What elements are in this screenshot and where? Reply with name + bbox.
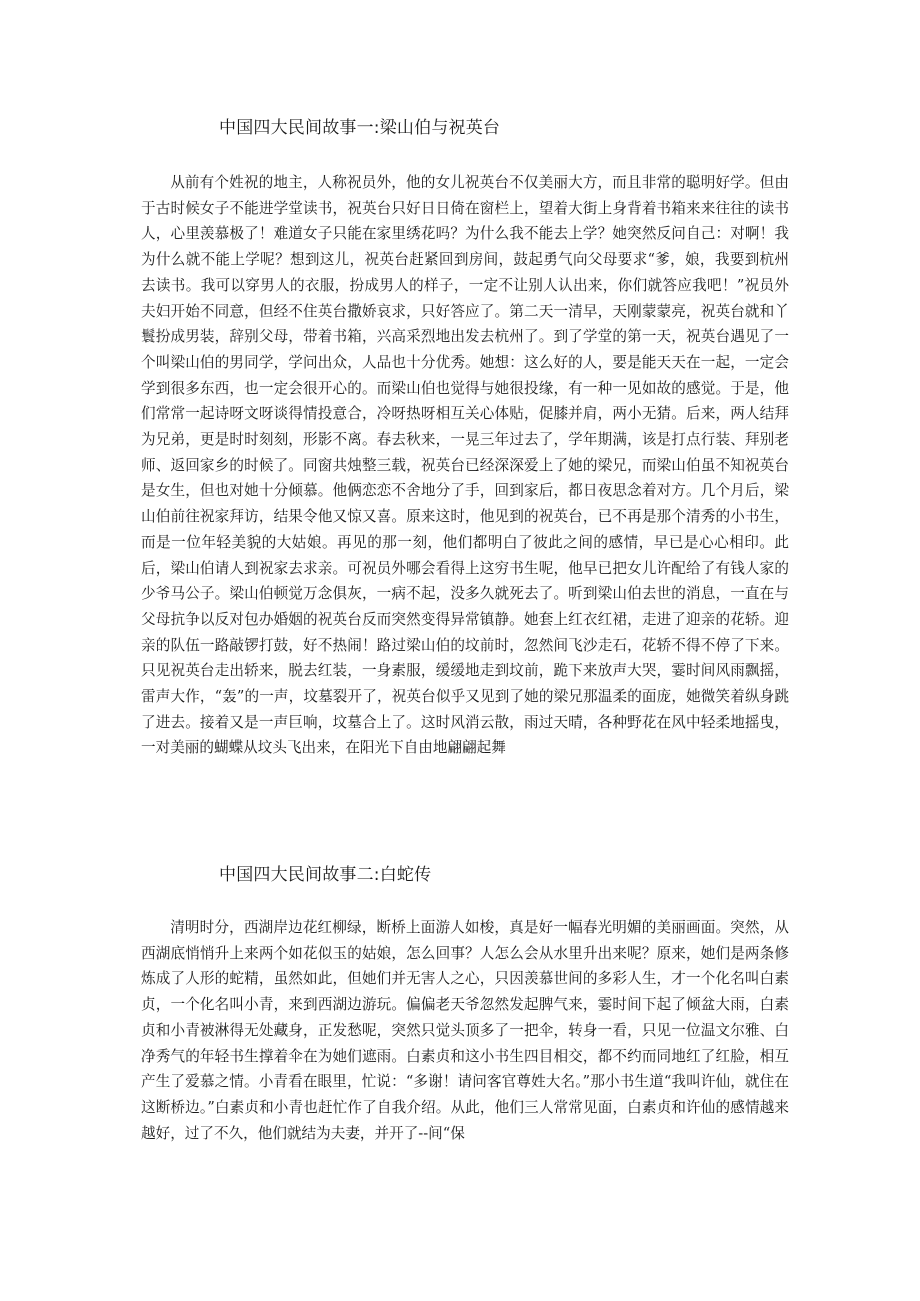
story1-title: 中国四大民间故事一:梁山伯与祝英台 — [219, 118, 501, 138]
story1-body: 从前有个姓祝的地主，人称祝员外，他的女儿祝英台不仅美丽大方，而且非常的聪明好学。但由于古时候女子不能进学堂读书，祝英台只好日日倚在窗栏上，望着大街上身背着书箱来来往往的读书人，心里羡慕极了！难道女子只能在家里绣花吗？为什么我不能去上学？她突然反问自己：对啊！我为什么就不能上学呢？想到这儿，祝英台赶紧回到房间，鼓起勇气向父母要求“爹，娘，我要到杭州去读书。我可以穿男人的衣服，扮成男人的样子，一定不让别人认出来，你们就答应我吧！”祝员外夫妇开始不同意，但经不住英台撒娇哀求，只好答应了。第二天一清早，天刚蒙蒙亮，祝英台就和丫鬟扮成男装，辞别父母，带着书箱，兴高采烈地出发去杭州了。到了学堂的第一天，祝英台遇见了一个叫梁山伯的男同学，学问出众，人品也十分优秀。她想：这么好的人，要是能天天在一起，一定会学到很多东西，也一定会很开心的。而梁山伯也觉得与她很投缘，有一种一见如故的感觉。于是，他们常常一起诗呀文呀谈得情投意合，冷呀热呀相互关心体贴，促膝并肩，两小无猜。后来，两人结拜为兄弟，更是时时刻刻，形影不离。春去秋来，一晃三年过去了，学年期满，该是打点行装、拜别老师、返回家乡的时候了。同窗共烛整三载，祝英台已经深深爱上了她的梁兄，而梁山伯虽不知祝英台是女生，但也对她十分倾慕。他俩恋恋不舍地分了手，回到家后，都日夜思念着对方。几个月后，梁山伯前往祝家拜访，结果令他又惊又喜。原来这时，他见到的祝英台，已不再是那个清秀的小书生，而是一位年轻美貌的大姑娘。再见的那一刻，他们都明白了彼此之间的感情，早已是心心相印。此后，梁山伯请人到祝家去求亲。可祝员外哪会看得上这穷书生呢，他早已把女儿许配给了有钱人家的少爷马公子。梁山伯顿觉万念俱灰，一病不起，没多久就死去了。听到梁山伯去世的消息，一直在与父母抗争以反对包办婚姻的祝英台反而突然变得异常镇静。她套上红衣红裙，走进了迎亲的花轿。迎亲的队伍一路敲锣打鼓，好不热闹！路过梁山伯的坟前时，忽然间飞沙走石，花轿不得不停了下来。只见祝英台走出轿来，脱去红装，一身素服，缓缓地走到坟前，跪下来放声大哭，霎时间风雨飘摇，雷声大作，“轰”的一声，坟墓裂开了，祝英台似乎又见到了她的梁兄那温柔的面庞，她微笑着纵身跳了进去。接着又是一声巨响，坟墓合上了。这时风消云散，雨过天晴，各种野花在风中轻柔地摇曳，一对美丽的蝴蝶从坟头飞出来，在阳光下自由地翩翩起舞 — [141, 174, 789, 757]
story2-body: 清明时分，西湖岸边花红柳绿，断桥上面游人如梭，真是好一幅春光明媚的美丽画面。突然，从西湖底悄悄升上来两个如花似玉的姑娘，怎么回事？人怎么会从水里升出来呢？原来，她们是两条修炼成了人形的蛇精，虽然如此，但她们并无害人之心，只因羡慕世间的多彩人生，才一个化名叫白素贞，一个化名叫小青，来到西湖边游玩。偏偏老天爷忽然发起脾气来，霎时间下起了倾盆大雨，白素贞和小青被淋得无处藏身，正发愁呢，突然只觉头顶多了一把伞，转身一看，只见一位温文尔雅、白净秀气的年轻书生撑着伞在为她们遮雨。白素贞和这小书生四目相交，都不约而同地红了红脸，相互产生了爱慕之情。小青看在眼里，忙说：“多谢！请问客官尊姓大名。”那小书生道“我叫许仙，就住在这断桥边。”白素贞和小青也赶忙作了自我介绍。从此，他们三人常常见面，白素贞和许仙的感情越来越好，过了不久，他们就结为夫妻，并开了--间“保 — [141, 919, 789, 1142]
story2-title: 中国四大民间故事二:白蛇传 — [219, 865, 432, 885]
